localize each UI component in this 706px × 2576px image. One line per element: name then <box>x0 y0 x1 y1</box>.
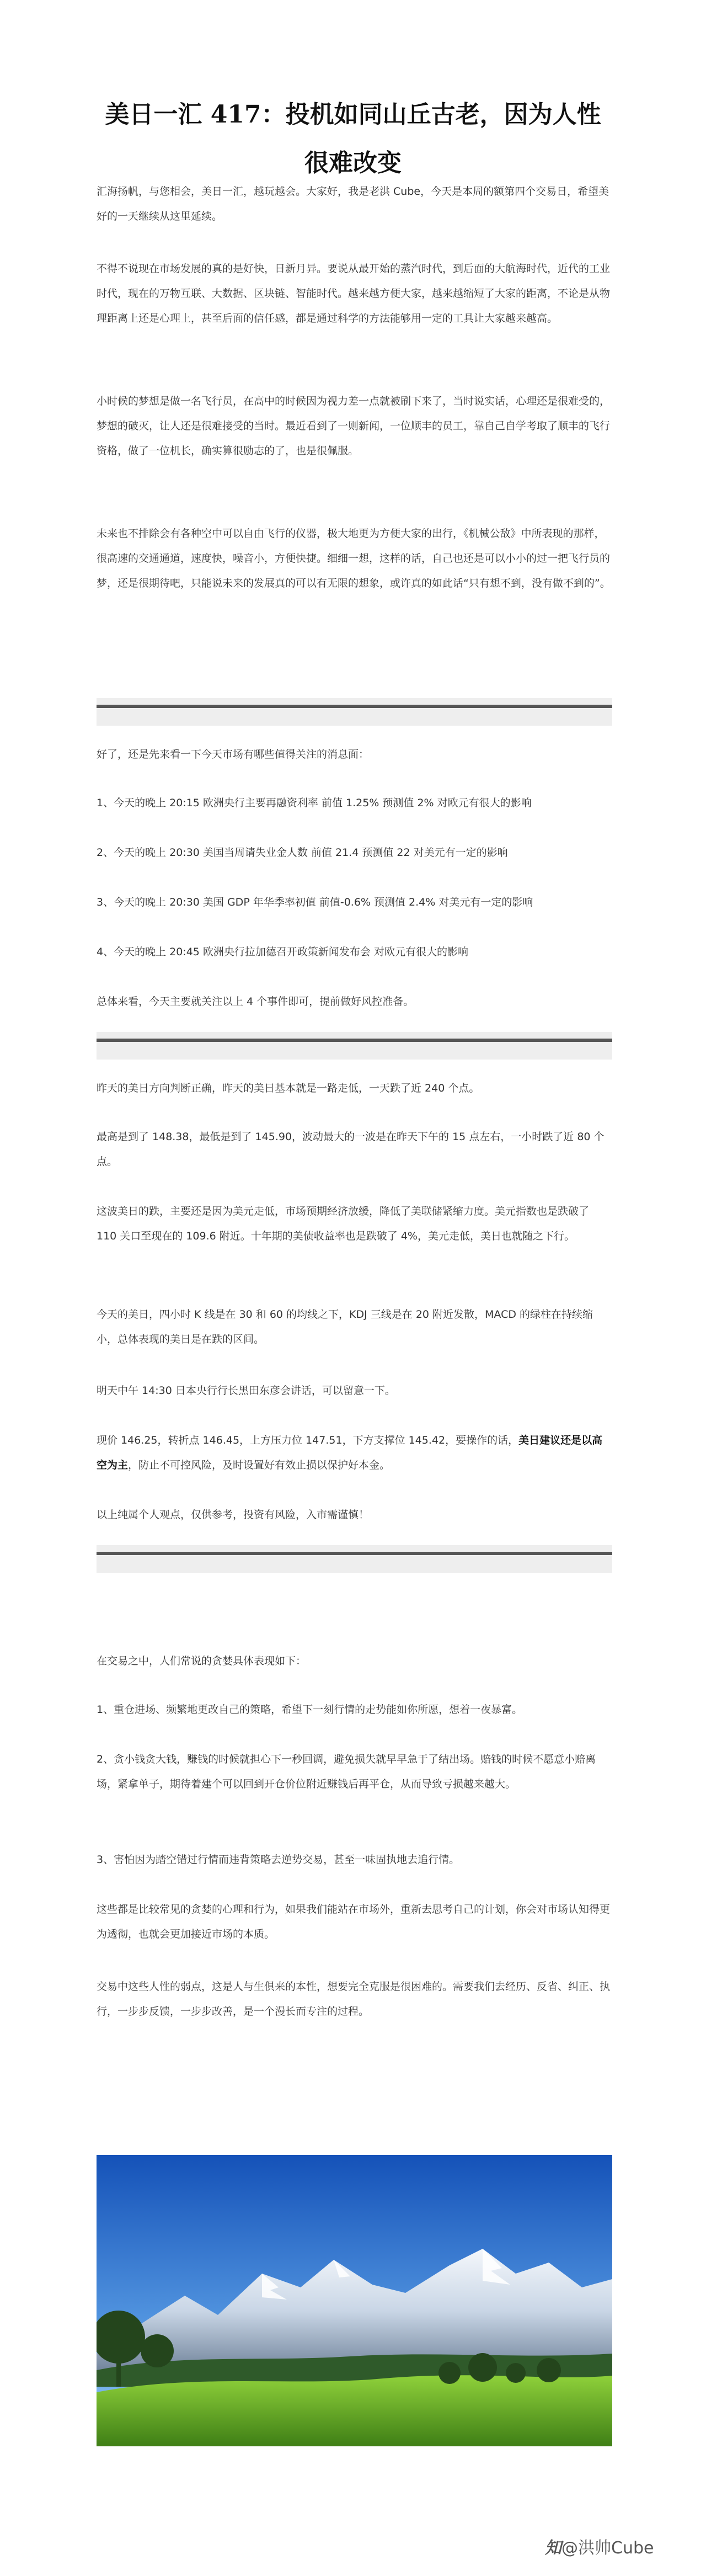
mountain-landscape-svg <box>97 2155 612 2446</box>
article-title: 美日一汇 417：投机如同山丘古老，因为人性很难改变 <box>105 100 601 178</box>
event-item-3: 3、今天的晚上 20:30 美国 GDP 年华季率初值 前值-0.6% 预测值 2.4% 对美元有一定的影响 <box>97 896 533 908</box>
section-divider-3 <box>97 1545 612 1573</box>
closing-paragraph-2: 交易中这些人性的弱点，这是人与生俱来的本性，想要完全克服是很困难的。需要我们去经历、反省、纠正、执行，一步步反馈，一步步改善，是一个漫长而专注的过程。 <box>97 1981 611 2018</box>
analysis-paragraph-5: 明天中午 14:30 日本央行行长黑田东彦会讲话，可以留意一下。 <box>97 1385 395 1397</box>
events-intro: 好了，还是先来看一下今天市场有哪些值得关注的消息面： <box>97 748 370 760</box>
green-meadow <box>97 2375 612 2446</box>
mountain-landscape-photo <box>97 2155 612 2446</box>
greed-point-1: 1、重仓进场、频繁地更改自己的策略，希望下一刻行情的走势能如你所愿，想着一夜暴富。 <box>97 1704 523 1716</box>
greed-point-3: 3、害怕因为踏空错过行情而违背策略去逆势交易，甚至一味固执地去追行情。 <box>97 1854 460 1866</box>
strategy-recommendation: 美日建议还是以高空为主 <box>97 1434 603 1471</box>
event-item-4: 4、今天的晚上 20:45 欧洲央行拉加德召开政策新闻发布会 对欧元有很大的影响 <box>97 946 468 958</box>
greed-point-2: 2、贪小钱贪大钱，赚钱的时候就担心下一秒回调，避免损失就早早急于了结出场。赔钱的时候不愿意小赔离场，紧拿单子，期待着建个可以回到开仓价位附近赚钱后再平仓，从而导致亏损越来越大。 <box>97 1753 596 1790</box>
event-item-1: 1、今天的晚上 20:15 欧洲央行主要再融资利率 前值 1.25% 预测值 2% 对欧元有很大的影响 <box>97 797 532 809</box>
zhihu-watermark <box>545 2537 654 2559</box>
intro-paragraph-3: 小时候的梦想是做一名飞行员，在高中的时候因为视力差一点就被刷下来了，当时说实话，心理还是很难受的，梦想的破灭，让人还是很难接受的当时。最近看到了一则新闻，一位顺丰的员工，靠自己自学考取了顺丰的飞行资格，做了一位机长，确实算很励志的了，也是很佩服。 <box>97 395 611 457</box>
strategy-tail: ，防止不可控风险，及时设置好有效止损以保护好本金。 <box>128 1459 391 1471</box>
event-item-2: 2、今天的晚上 20:30 美国当周请失业金人数 前值 21.4 预测值 22 对美元有一定的影响 <box>97 847 508 859</box>
events-summary: 总体来看，今天主要就关注以上 4 个事件即可，提前做好风控准备。 <box>97 996 414 1008</box>
greed-intro: 在交易之中，人们常说的贪婪具体表现如下： <box>97 1655 307 1667</box>
disclaimer: 以上纯属个人观点，仅供参考，投资有风险，入市需谨慎！ <box>97 1509 370 1521</box>
closing-paragraph-1: 这些都是比较常见的贪婪的心理和行为，如果我们能站在市场外，重新去思考自己的计划，你会对市场认知得更为透彻，也就会更加接近市场的本质。 <box>97 1903 611 1940</box>
analysis-paragraph-3: 这波美日的跌，主要还是因为美元走低，市场预期经济放缓，降低了美联储紧缩力度。美元指数也是跌破了 110 关口至现在的 109.6 附近。十年期的美债收益率也是跌破了 4%，美元走低，美日也就随之下行。 <box>97 1205 590 1242</box>
analysis-paragraph-2: 最高是到了 148.38，最低是到了 145.90，波动最大的一波是在昨天下午的 15 点左右，一小时跌了近 80 个点。 <box>97 1131 605 1168</box>
section-divider-1 <box>97 698 612 726</box>
intro-paragraph-4: 未来也不排除会有各种空中可以自由飞行的仪器，极大地更为方便大家的出行，《机械公敌》中所表现的那样，很高速的交通通道，速度快，噪音小，方便快捷。细细一想，这样的话，自己也还是可以小小的过一把飞行员的梦，还是很期待吧，只能说未来的发展真的可以有无限的想象，或许真的如此话“只有想不到，没有做不到的”。 <box>97 528 611 589</box>
analysis-paragraph-4: 今天的美日，四小时 K 线是在 30 和 60 的均线之下，KDJ 三线是在 20 附近发散，MACD 的绿柱在持续缩小，总体表现的美日是在跌的区间。 <box>97 1308 593 1345</box>
strategy-paragraph <box>97 1428 612 1478</box>
watermark-handle: @洪帅Cube <box>561 2538 654 2558</box>
strategy-text: 现价 146.25，转折点 146.45，上方压力位 147.51，下方支撑位 145.42，要操作的话， <box>97 1434 519 1446</box>
intro-paragraph-1: 汇海扬帆，与您相会，美日一汇，越玩越会。大家好，我是老洪 Cube，今天是本周的额第四个交易日，希望美好的一天继续从这里延续。 <box>97 185 609 222</box>
intro-paragraph-2: 不得不说现在市场发展的真的是好快，日新月异。要说从最开始的蒸汽时代，到后面的大航海时代，近代的工业时代，现在的万物互联、大数据、区块链、智能时代。越来越方便大家，越来越缩短了大家的距离，不论是从物理距离上还是心理上，甚至后面的信任感，都是通过科学的方法能够用一定的工具让大家越来越高。 <box>97 263 611 324</box>
zhihu-logo-icon: 知 <box>545 2538 561 2558</box>
analysis-paragraph-1: 昨天的美日方向判断正确，昨天的美日基本就是一路走低，一天跌了近 240 个点。 <box>97 1082 480 1094</box>
section-divider-2 <box>97 1032 612 1060</box>
